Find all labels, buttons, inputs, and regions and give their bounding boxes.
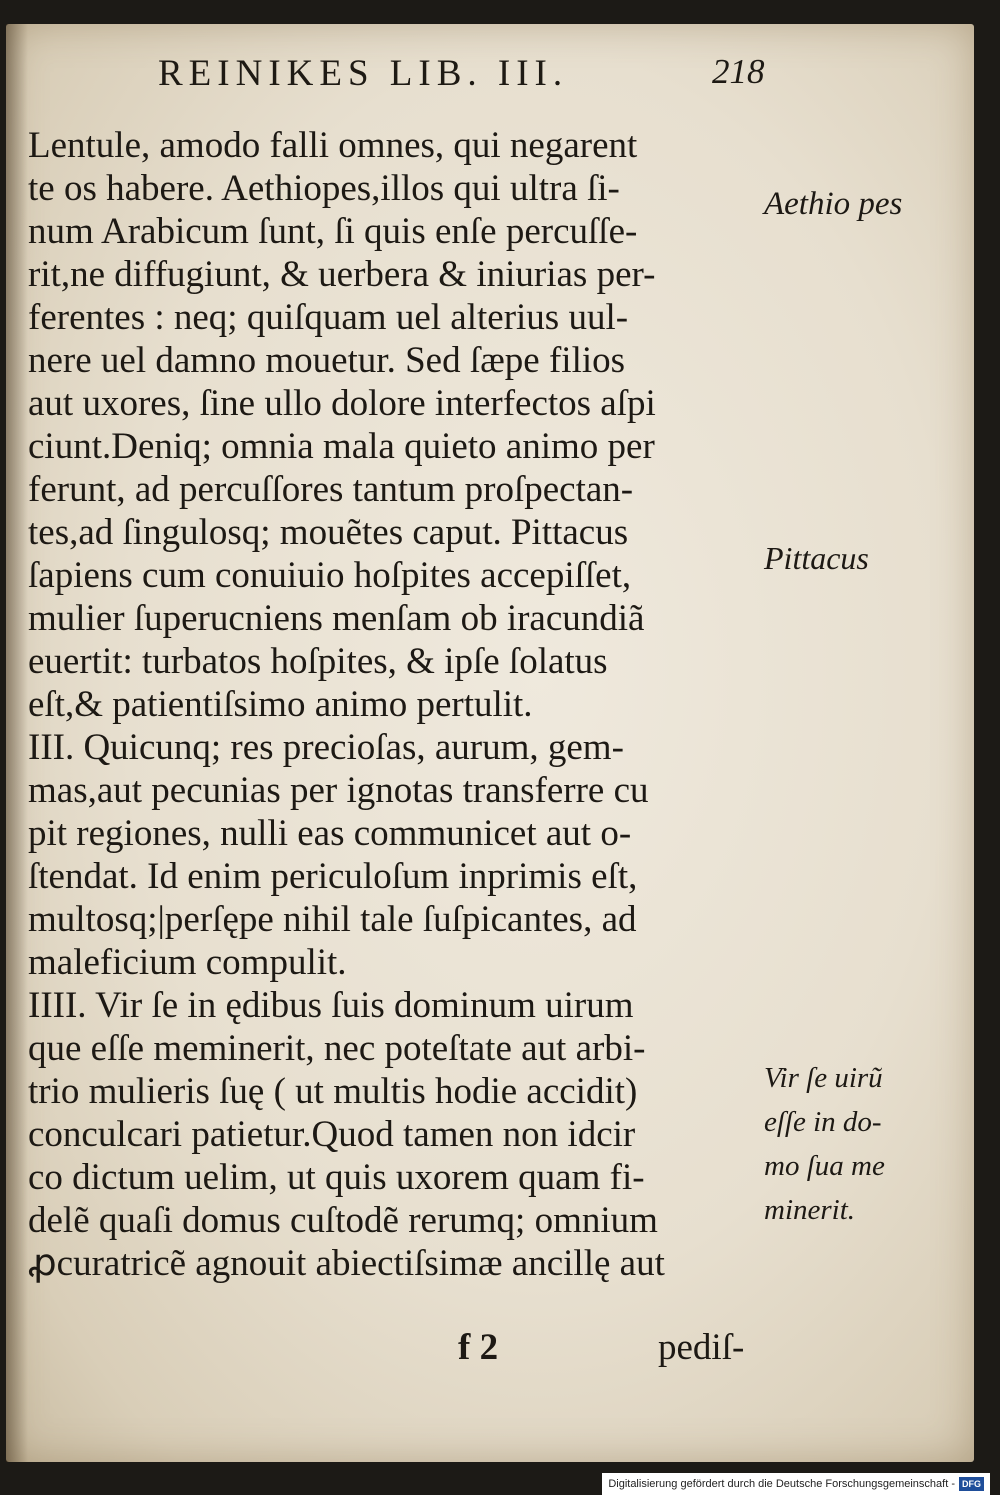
text-line: delẽ quaſi domus cuſtodẽ rerumq; omnium (28, 1200, 658, 1241)
text-line: ferentes : neq; quiſquam uel alterius uul- (28, 297, 629, 338)
dfg-logo: DFG (959, 1477, 984, 1491)
text-line: te os habere. Aethiopes,illos qui ultra ſi- (28, 168, 620, 209)
margin-note-aethiopes: Aethio pes (764, 186, 903, 222)
text-line: ciunt.Deniq; omnia mala quieto animo per (28, 426, 655, 467)
text-line: multosq;|perſępe nihil tale ſuſpicantes, ad (28, 899, 637, 940)
text-line: aut uxores, ſine ullo dolore interfectos aſpi (28, 383, 656, 424)
margin-note-pittacus: Pittacus (764, 540, 869, 576)
text-line: ferunt, ad percuſſores tantum proſpectan- (28, 469, 634, 510)
text-line: pit regiones, nulli eas communicet aut o- (28, 813, 632, 854)
text-line: mas,aut pecunias per ignotas transferre cu (28, 770, 649, 811)
margin-note-line: eſſe in do- (764, 1106, 882, 1138)
catchword: pediſ- (658, 1327, 745, 1368)
text-line: mulier ſuperucniens menſam ob iracundiã (28, 598, 645, 639)
page-number: 218 (712, 52, 765, 91)
text-line: co dictum uelim, ut quis uxorem quam fi- (28, 1157, 645, 1198)
text-line: ſapiens cum conuiuio hoſpites accepiſſet, (28, 555, 632, 596)
text-line: maleficium compulit. (28, 942, 347, 983)
page-footer (6, 1326, 974, 1372)
signature-mark: f 2 (458, 1327, 499, 1368)
margin-note-line: mo ſua me (764, 1150, 885, 1182)
margin-note-line: Vir ſe uirũ (764, 1062, 883, 1094)
text-line: ꝓcuratricẽ agnouit abiectiſsimæ ancillę aut (28, 1243, 665, 1284)
running-head-title: REINIKES LIB. III. (158, 53, 569, 94)
text-line: num Arabicum ſunt, ſi quis enſe percuſſe- (28, 211, 638, 252)
text-line: Lentule, amodo falli omnes, qui negarent (28, 125, 638, 166)
credit-text: Digitalisierung gefördert durch die Deutsche Forschungsgemeinschaft - (608, 1478, 955, 1490)
margin-note-vir-se-virum (764, 1056, 885, 1232)
text-line: nere uel damno mouetur. Sed ſæpe filios (28, 340, 626, 381)
text-line: eſt,& patientiſsimo animo pertulit. (28, 684, 533, 725)
text-line: trio mulieris ſuę ( ut multis hodie accidit) (28, 1071, 638, 1112)
text-line: tes,ad ſingulosq; mouẽtes caput. Pittacus (28, 512, 629, 553)
margin-note-line: minerit. (764, 1194, 856, 1226)
running-head (6, 52, 974, 102)
book-page (6, 24, 974, 1462)
binding-gutter (6, 24, 28, 1462)
text-line: euertit: turbatos hoſpites, & ipſe ſolatus (28, 641, 608, 682)
text-line: conculcari patietur.Quod tamen non idcir (28, 1114, 636, 1155)
text-line: IIII. Vir ſe in ędibus ſuis dominum uirum (28, 985, 634, 1026)
body-text (28, 124, 768, 1285)
text-line: rit,ne diffugiunt, & uerbera & iniurias per- (28, 254, 656, 295)
text-line: ſtendat. Id enim periculoſum inprimis eſt, (28, 856, 638, 897)
text-line: III. Quicunq; res precioſas, aurum, gem- (28, 727, 624, 768)
text-line: que eſſe meminerit, nec poteſtate aut arbi- (28, 1028, 646, 1069)
digitization-credit (602, 1473, 990, 1495)
